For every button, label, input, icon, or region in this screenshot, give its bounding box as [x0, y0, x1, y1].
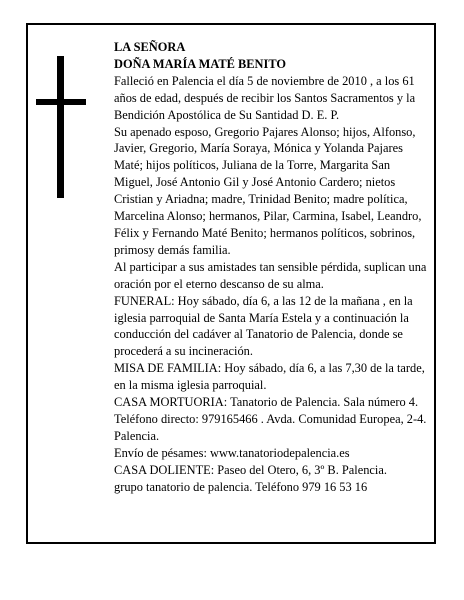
prayer-request: Al participar a sus amistades tan sensible pérdida, suplican una oración por el eterno descanso de su alma.	[114, 259, 427, 291]
funeral-home-contact: grupo tanatorio de palencia. Teléfono 979 16 53 16	[114, 479, 368, 494]
mourning-house-info: CASA DOLIENTE: Paseo del Otero, 6, 3º B. Palencia.	[114, 462, 387, 477]
obituary-notice	[26, 23, 436, 544]
latin-cross-icon	[36, 56, 86, 198]
death-announcement: Falleció en Palencia el día 5 de noviembre de 2010 , a los 61 años de edad, después de recibir los Santos Sacramentos y la Bendición Apostólica de Su Santidad D. E. P.	[114, 73, 416, 122]
funeral-info: FUNERAL: Hoy sábado, día 6, a las 12 de la mañana , en la iglesia parroquial de Santa María Estela y a continuación la conducción del cadáver al Tanatorio de Palencia, donde se procederá a su incineración.	[114, 293, 413, 359]
deceased-name: DOÑA MARÍA MATÉ BENITO	[114, 56, 286, 71]
family-mass-info: MISA DE FAMILIA: Hoy sábado, día 6, a las 7,30 de la tarde, en la misma iglesia parroquial.	[114, 361, 425, 393]
family-list: Su apenado esposo, Gregorio Pajares Alonso; hijos, Alfonso, Javier, Gregorio, María Soraya, Mónica y Yolanda Pajares Maté; hijos políticos, Juliana de la Torre, Margarita San Miguel, José Antonio Gil y José Antonio Cardero; nietos Cristian y Ariadna; madre, Trinidad Benito; madre política, Marcelina Alonso; hermanos, Pilar, Carmina, Isabel, Leandro, Félix y Fernando Maté Benito; hermanos políticos, sobrinos, primosy demás familia.	[114, 124, 422, 257]
condolences-info: Envío de pésames: www.tanatoriodepalencia.es	[114, 445, 350, 460]
heading-title: LA SEÑORA	[114, 40, 186, 54]
notice-text	[114, 39, 430, 495]
mortuary-info: CASA MORTUORIA: Tanatorio de Palencia. Sala número 4. Teléfono directo: 979165466 . Avda. Comunidad Europea, 2-4. Palencia.	[114, 395, 427, 443]
